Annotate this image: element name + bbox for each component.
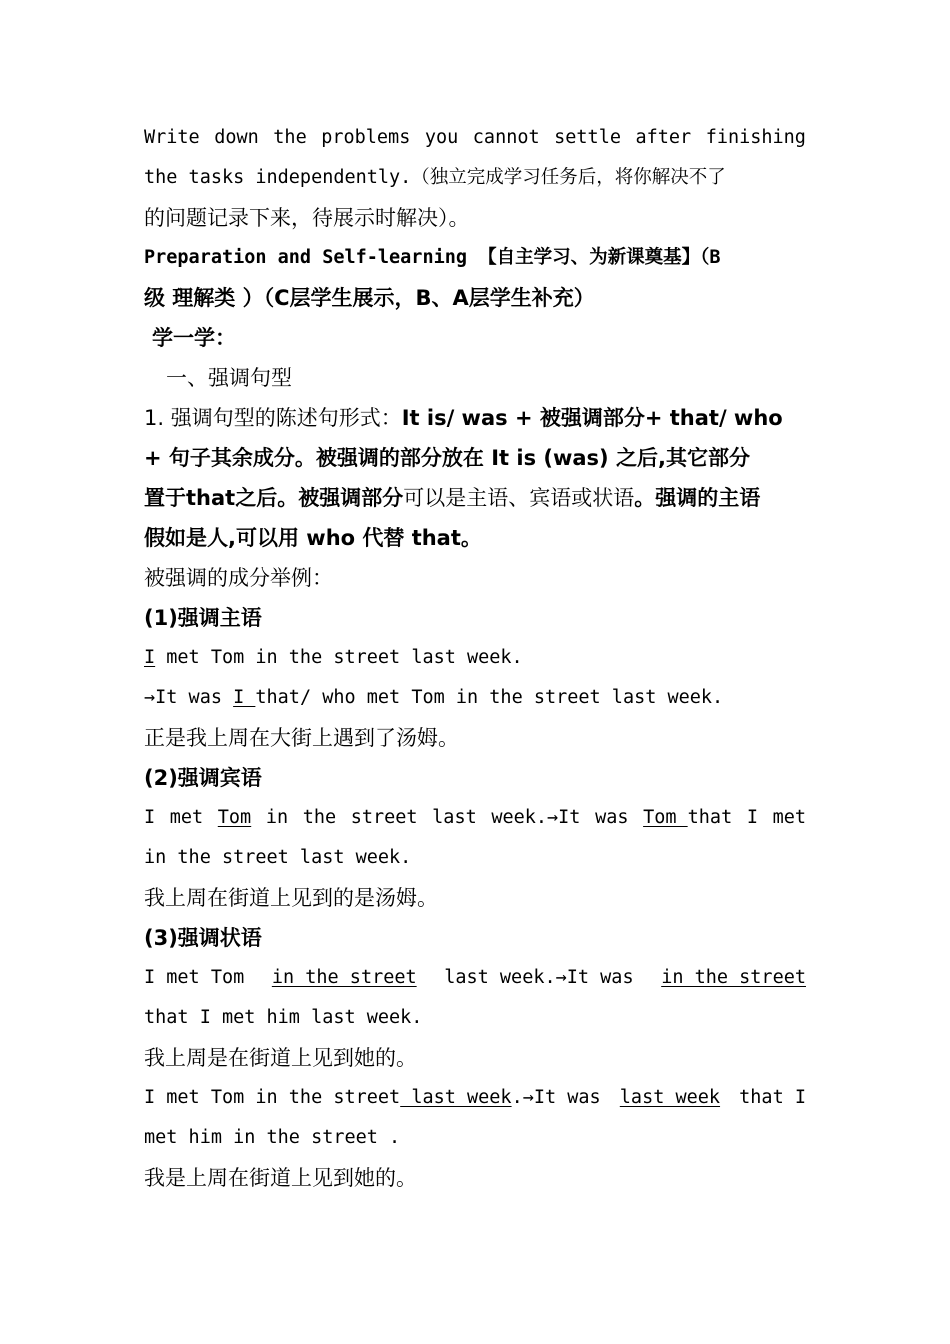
rule-line-4: 假如是人,可以用 who 代替 that。 xyxy=(144,526,482,550)
rule-text: that xyxy=(186,486,236,510)
instruction-line-1 xyxy=(144,118,806,158)
emphasized-part: last week xyxy=(400,1087,512,1108)
preparation-heading-line-1: Preparation and Self-learning 【自主学习、为新课奠基】（B xyxy=(144,247,721,268)
word: Write xyxy=(144,127,200,148)
example-2-line-1 xyxy=(144,798,806,838)
section-title: 一、强调句型 xyxy=(166,366,292,390)
sentence-text: .→It was xyxy=(511,1087,601,1108)
example-3-line-3 xyxy=(144,1078,806,1118)
examples-intro: 被强调的成分举例： xyxy=(144,566,333,590)
emphasized-part: in the street xyxy=(661,967,806,988)
sentence-text: that I xyxy=(739,1087,806,1108)
word: last xyxy=(432,807,477,828)
sentence-text: last week.→It was xyxy=(444,967,634,988)
emphasized-part: in the street xyxy=(271,967,417,988)
rule-line-1 xyxy=(144,398,806,438)
word: the xyxy=(273,127,307,148)
word: down xyxy=(214,127,259,148)
emphasized-part: Tom xyxy=(217,807,252,828)
sentence-text: I met Tom in the street xyxy=(144,1087,401,1108)
word: that xyxy=(687,807,733,828)
emphasized-part: I xyxy=(144,647,156,668)
sentence-text: →It was xyxy=(144,687,234,708)
example-1-translation: 正是我上周在大街上遇到了汤姆。 xyxy=(144,726,459,750)
word: I xyxy=(746,807,758,828)
word: finishing xyxy=(705,127,806,148)
sentence-text: I met Tom xyxy=(144,967,245,988)
example-3-heading: (3)强调状语 xyxy=(144,926,262,950)
word: in xyxy=(265,807,289,828)
word: problems xyxy=(321,127,411,148)
emphasized-part: last week xyxy=(619,1087,721,1108)
word: met xyxy=(772,807,806,828)
rule-formula: It is/ was + 被强调部分+ that/ who xyxy=(401,406,783,430)
word: you xyxy=(424,127,459,148)
word: week.→It xyxy=(491,807,581,828)
rule-line-2: + 句子其余成分。被强调的部分放在 It is (was) 之后,其它部分 xyxy=(144,446,750,470)
rule-text: 置于 xyxy=(144,486,186,510)
example-3-line-2: that I met him last week. xyxy=(144,1007,423,1028)
rule-text: 可以是主语、宾语或状语 xyxy=(403,486,635,510)
rule-line-3 xyxy=(144,478,806,518)
emphasized-part: I xyxy=(233,687,256,708)
word: I xyxy=(144,807,156,828)
instruction-line-3: 的问题记录下来，待展示时解决）。 xyxy=(144,206,470,230)
rule-text: 之后。被强调部分 xyxy=(235,486,404,510)
word: street xyxy=(350,807,418,828)
example-2-line-2: in the street last week. xyxy=(144,847,412,868)
word: was xyxy=(595,807,629,828)
example-3-line-1 xyxy=(144,958,806,998)
word: after xyxy=(635,127,692,148)
word: the xyxy=(302,807,337,828)
example-3-translation-2: 我是上周在街道上见到她的。 xyxy=(144,1166,417,1190)
example-3-line-4: met him in the street . xyxy=(144,1127,401,1148)
preparation-heading-line-2: 级 理解类 ）（C层学生展示，B、A层学生补充） xyxy=(144,286,595,310)
emphasized-part: Tom xyxy=(643,807,688,828)
rule-text: 。强调的主语 xyxy=(634,486,761,510)
sentence-text: met Tom in the street last week. xyxy=(155,647,523,668)
word: cannot xyxy=(472,127,540,148)
example-2-heading: (2)强调宾语 xyxy=(144,766,262,790)
example-1-heading: (1)强调主语 xyxy=(144,606,262,630)
example-1-transformed xyxy=(144,678,806,718)
study-label: 学一学： xyxy=(152,326,236,350)
document-page xyxy=(144,118,806,1198)
rule-number-label: 1. 强调句型的陈述句形式： xyxy=(144,406,402,430)
word: settle xyxy=(554,127,621,148)
word: met xyxy=(169,807,204,828)
instruction-line-2: the tasks independently.（独立完成学习任务后，将你解决不了 xyxy=(144,167,726,188)
example-3-translation: 我上周是在街道上见到她的。 xyxy=(144,1046,417,1070)
sentence-text: that/ who met Tom in the street last week. xyxy=(255,687,724,708)
example-1-sentence xyxy=(144,638,806,678)
example-2-translation: 我上周在街道上见到的是汤姆。 xyxy=(144,886,438,910)
